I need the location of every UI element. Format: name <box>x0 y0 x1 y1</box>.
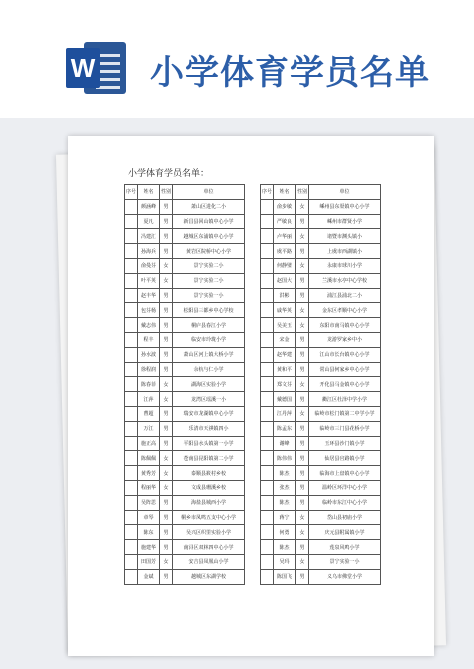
cell-gender: 女 <box>160 273 173 288</box>
cell-index <box>261 525 274 540</box>
table-row <box>125 421 245 436</box>
cell-gender: 男 <box>296 244 309 259</box>
cell-gender: 男 <box>296 347 309 362</box>
cell-name: 孙水波 <box>138 347 160 362</box>
table-row <box>261 525 381 540</box>
cell-name: 曹超 <box>138 406 160 421</box>
cell-gender: 女 <box>296 406 309 421</box>
cell-gender: 男 <box>160 362 173 377</box>
cell-gender: 男 <box>160 421 173 436</box>
cell-index <box>261 347 274 362</box>
cell-gender: 男 <box>160 510 173 525</box>
table-row <box>261 258 381 273</box>
cell-index <box>261 318 274 333</box>
cell-name: 吴玛 <box>274 554 296 569</box>
table-row <box>261 288 381 303</box>
cell-gender: 女 <box>296 199 309 214</box>
cell-index <box>125 554 138 569</box>
cell-index <box>125 229 138 244</box>
cell-name: 陈杰 <box>274 495 296 510</box>
cell-name: 戚华英 <box>274 303 296 318</box>
cell-gender: 男 <box>296 436 309 451</box>
table-row <box>261 436 381 451</box>
table-row <box>125 540 245 555</box>
cell-gender: 男 <box>160 332 173 347</box>
cell-gender: 男 <box>296 421 309 436</box>
cell-unit: 永康市球川小学 <box>309 258 381 273</box>
cell-name: 俞曼芬 <box>138 258 160 273</box>
cell-index <box>125 466 138 481</box>
table-row <box>125 288 245 303</box>
table-row <box>261 569 381 584</box>
cell-unit: 越城区东浦镇中心小学 <box>173 229 245 244</box>
cell-index <box>261 362 274 377</box>
cell-unit: 诸暨市渊头镇小 <box>309 229 381 244</box>
cell-index <box>261 288 274 303</box>
table-row <box>261 480 381 495</box>
cell-index <box>125 332 138 347</box>
cell-gender: 女 <box>296 229 309 244</box>
cell-name: 陈东 <box>138 525 160 540</box>
cell-name: 黄和平 <box>274 362 296 377</box>
cell-unit: 湖海区实验小学 <box>173 377 245 392</box>
cell-name: 蒋宁 <box>274 510 296 525</box>
cell-name: 俞步敏 <box>274 199 296 214</box>
cell-gender: 男 <box>296 451 309 466</box>
cell-unit: 桐庐县春江小学 <box>173 318 245 333</box>
cell-index <box>125 421 138 436</box>
cell-unit: 嵊州县东渠镇中心小学 <box>309 199 381 214</box>
cell-gender: 男 <box>296 540 309 555</box>
table-row <box>125 199 245 214</box>
table-row <box>261 554 381 569</box>
cell-gender: 男 <box>296 466 309 481</box>
cell-index <box>261 392 274 407</box>
cell-unit: 江山市长台镇中心小学 <box>309 347 381 362</box>
cell-unit: 开化县马金镇中心小学 <box>309 377 381 392</box>
cell-name: 章琴 <box>138 510 160 525</box>
cell-gender: 男 <box>160 214 173 229</box>
cell-unit: 莲泉风鸣小学 <box>309 540 381 555</box>
table-row <box>125 347 245 362</box>
cell-index <box>261 229 274 244</box>
cell-gender: 男 <box>296 288 309 303</box>
table-row <box>261 244 381 259</box>
cell-index <box>125 510 138 525</box>
cell-unit: 吴兴区织里实验小学 <box>173 525 245 540</box>
cell-name: 陈杰 <box>274 466 296 481</box>
cell-name: 夏凡 <box>138 214 160 229</box>
cell-name: 江丹萍 <box>274 406 296 421</box>
page-title: 小学体育学员名单 <box>150 53 430 93</box>
cell-index <box>125 347 138 362</box>
column-header-gender: 性别 <box>160 185 173 200</box>
cell-index <box>261 273 274 288</box>
cell-gender: 男 <box>296 214 309 229</box>
cell-unit: 景宁实验一小 <box>309 554 381 569</box>
cell-unit: 越城区东湖学校 <box>173 569 245 584</box>
table-header-row <box>261 185 381 200</box>
cell-name: 黄秀芳 <box>138 466 160 481</box>
cell-name: 徐程润 <box>138 362 160 377</box>
cell-name: 陈春菲 <box>138 377 160 392</box>
cell-index <box>125 569 138 584</box>
cell-gender: 男 <box>160 288 173 303</box>
cell-gender: 女 <box>296 303 309 318</box>
cell-gender: 男 <box>160 436 173 451</box>
cell-unit: 龙湾区瑶溪一小 <box>173 392 245 407</box>
cell-unit: 金东区孝顺中心小学 <box>309 303 381 318</box>
roster-table-left <box>124 184 245 585</box>
cell-unit: 平阳县水头镇第一小学 <box>173 436 245 451</box>
word-logo-letter: W <box>66 48 100 88</box>
cell-index <box>125 436 138 451</box>
table-row <box>261 377 381 392</box>
cell-name: 陈杰 <box>274 540 296 555</box>
table-row <box>261 229 381 244</box>
cell-name: 郑文芬 <box>274 377 296 392</box>
cell-gender: 女 <box>160 554 173 569</box>
table-row <box>125 406 245 421</box>
cell-unit: 苍南县昆阳镇第二小学 <box>173 451 245 466</box>
roster-table-right <box>260 184 381 585</box>
cell-gender: 女 <box>296 318 309 333</box>
cell-unit: 龙游罗家乡中小 <box>309 332 381 347</box>
cell-unit: 嵊州市群贤小学 <box>309 214 381 229</box>
cell-gender: 女 <box>160 466 173 481</box>
cell-name: 陈孟东 <box>274 421 296 436</box>
cell-name: 吴阵思 <box>138 495 160 510</box>
cell-gender: 男 <box>160 318 173 333</box>
cell-gender: 男 <box>160 347 173 362</box>
cell-index <box>125 303 138 318</box>
cell-name: 吴美玉 <box>274 318 296 333</box>
cell-gender: 女 <box>296 554 309 569</box>
table-row <box>125 554 245 569</box>
cell-index <box>125 480 138 495</box>
cell-name: 虞平路 <box>274 244 296 259</box>
cell-index <box>125 495 138 510</box>
table-row <box>125 362 245 377</box>
table-row <box>261 318 381 333</box>
cell-index <box>125 288 138 303</box>
table-row <box>125 244 245 259</box>
cell-unit: 安吉县凤凰山小学 <box>173 554 245 569</box>
cell-index <box>261 406 274 421</box>
cell-unit: 义乌市佛堂小学 <box>309 569 381 584</box>
table-row <box>261 510 381 525</box>
cell-index <box>125 525 138 540</box>
cell-unit: 仙居县官路镇小学 <box>309 451 381 466</box>
cell-unit: 泰顺县筱村乡校 <box>173 466 245 481</box>
cell-gender: 女 <box>160 392 173 407</box>
cell-gender: 男 <box>160 495 173 510</box>
cell-gender: 男 <box>296 273 309 288</box>
cell-unit: 临岭市三门县花桥小学 <box>309 421 381 436</box>
cell-index <box>125 199 138 214</box>
cell-gender: 男 <box>296 495 309 510</box>
table-row <box>261 466 381 481</box>
cell-unit: 常山县何家乡中心小学 <box>309 362 381 377</box>
word-logo-icon <box>66 40 128 96</box>
cell-index <box>261 377 274 392</box>
cell-index <box>125 318 138 333</box>
cell-gender: 女 <box>296 377 309 392</box>
cell-index <box>261 554 274 569</box>
cell-gender: 男 <box>296 392 309 407</box>
banner-header <box>0 0 474 118</box>
cell-unit: 浦江县浦北二小 <box>309 288 381 303</box>
column-header-unit: 单位 <box>309 185 381 200</box>
column-header-name: 姓名 <box>274 185 296 200</box>
cell-unit: 文成县珊溪乡校 <box>173 480 245 495</box>
cell-index <box>125 244 138 259</box>
cell-index <box>261 258 274 273</box>
cell-name: 程丽华 <box>138 480 160 495</box>
cell-index <box>261 421 274 436</box>
cell-name: 张杰 <box>274 480 296 495</box>
cell-name: 施正高 <box>138 436 160 451</box>
cell-name: 万江 <box>138 421 160 436</box>
cell-gender: 男 <box>296 480 309 495</box>
table-row <box>125 569 245 584</box>
table-header-row <box>125 185 245 200</box>
cell-unit: 桐乡市凤鸣五支中心小学 <box>173 510 245 525</box>
cell-gender: 男 <box>160 199 173 214</box>
table-row <box>261 451 381 466</box>
cell-unit: 临安市玲珑小学 <box>173 332 245 347</box>
cell-index <box>125 451 138 466</box>
cell-unit: 南浔区双林四中心小学 <box>173 540 245 555</box>
cell-index <box>125 258 138 273</box>
cell-name: 赵国大 <box>274 273 296 288</box>
table-row <box>125 214 245 229</box>
cell-name: 颜涵峰 <box>138 199 160 214</box>
cell-unit: 临岭市东江中心小学 <box>309 495 381 510</box>
cell-name: 陈伟伟 <box>274 451 296 466</box>
cell-name: 叶平英 <box>138 273 160 288</box>
cell-name: 何静璧 <box>274 258 296 273</box>
cell-name: 洪彬 <box>274 288 296 303</box>
cell-name: 谢峰 <box>274 436 296 451</box>
cell-index <box>261 199 274 214</box>
table-row <box>125 318 245 333</box>
cell-unit: 松阳县三都乡中心学校 <box>173 303 245 318</box>
table-row <box>261 406 381 421</box>
cell-gender: 女 <box>160 451 173 466</box>
cell-name: 严敏良 <box>274 214 296 229</box>
cell-unit: 景宁实验二小 <box>173 273 245 288</box>
cell-name: 戴德国 <box>274 392 296 407</box>
cell-gender: 男 <box>160 244 173 259</box>
column-header-unit: 单位 <box>173 185 245 200</box>
cell-name: 孙海兵 <box>138 244 160 259</box>
cell-name: 赵丰华 <box>138 288 160 303</box>
column-header-index: 序号 <box>261 185 274 200</box>
cell-index <box>261 510 274 525</box>
cell-unit: 温岭区环洋中心小学 <box>309 480 381 495</box>
cell-gender: 男 <box>296 332 309 347</box>
cell-gender: 男 <box>160 303 173 318</box>
cell-unit: 景宁实验二小 <box>173 258 245 273</box>
cell-index <box>261 451 274 466</box>
cell-gender: 女 <box>296 510 309 525</box>
table-row <box>125 451 245 466</box>
cell-gender: 女 <box>160 480 173 495</box>
cell-unit: 兰溪市水亭中心学校 <box>309 273 381 288</box>
cell-name: 田国芳 <box>138 554 160 569</box>
cell-index <box>261 332 274 347</box>
table-row <box>125 303 245 318</box>
cell-unit: 玉环县沙门镇小学 <box>309 436 381 451</box>
cell-index <box>261 466 274 481</box>
document-heading: 小学体育学员名单： <box>128 169 210 179</box>
table-row <box>125 332 245 347</box>
cell-name: 冯建汇 <box>138 229 160 244</box>
column-header-name: 姓名 <box>138 185 160 200</box>
table-row <box>125 377 245 392</box>
cell-name: 程丰 <box>138 332 160 347</box>
cell-unit: 瑞安市龙湖镇中心小学 <box>173 406 245 421</box>
table-row <box>125 229 245 244</box>
cell-index <box>125 214 138 229</box>
table-row <box>261 362 381 377</box>
table-row <box>261 392 381 407</box>
cell-name: 宋金 <box>274 332 296 347</box>
cell-gender: 男 <box>160 406 173 421</box>
table-row <box>261 421 381 436</box>
cell-gender: 女 <box>160 377 173 392</box>
table-row <box>261 540 381 555</box>
table-row <box>125 510 245 525</box>
column-header-index: 序号 <box>125 185 138 200</box>
table-row <box>125 392 245 407</box>
cell-unit: 余杭与仁小学 <box>173 362 245 377</box>
cell-index <box>261 303 274 318</box>
cell-name: 施建华 <box>138 540 160 555</box>
document-page <box>68 136 434 656</box>
cell-index <box>125 540 138 555</box>
cell-name: 江萍 <box>138 392 160 407</box>
cell-gender: 男 <box>296 569 309 584</box>
table-row <box>261 273 381 288</box>
cell-index <box>261 540 274 555</box>
cell-unit: 衢江区杜泽中学小学 <box>309 392 381 407</box>
cell-name: 陈国飞 <box>274 569 296 584</box>
cell-unit: 东阳市南马镇中心小学 <box>309 318 381 333</box>
cell-index <box>125 392 138 407</box>
cell-unit: 黄岩区院桥中心小学 <box>173 244 245 259</box>
cell-name: 包芬杨 <box>138 303 160 318</box>
cell-index <box>261 244 274 259</box>
cell-name: 赵华建 <box>274 347 296 362</box>
cell-gender: 男 <box>296 362 309 377</box>
cell-gender: 男 <box>160 569 173 584</box>
cell-name: 卢华丽 <box>274 229 296 244</box>
cell-name: 何勇 <box>274 525 296 540</box>
cell-unit: 乐清市天祺镇四小 <box>173 421 245 436</box>
cell-unit: 临海市上盘镇中心小学 <box>309 466 381 481</box>
cell-index <box>261 569 274 584</box>
cell-unit: 景宁实验一小 <box>173 288 245 303</box>
cell-index <box>125 273 138 288</box>
cell-index <box>261 480 274 495</box>
cell-unit: 新昌县回山镇中心小学 <box>173 214 245 229</box>
cell-name: 陈佩佩 <box>138 451 160 466</box>
cell-unit: 庆元县附属镇小学 <box>309 525 381 540</box>
cell-unit: 萧山区进化二小 <box>173 199 245 214</box>
table-row <box>261 332 381 347</box>
cell-gender: 女 <box>296 258 309 273</box>
cell-unit: 萧山区河上镇大桥小学 <box>173 347 245 362</box>
cell-gender: 男 <box>160 229 173 244</box>
table-row <box>125 480 245 495</box>
table-row <box>125 525 245 540</box>
cell-index <box>125 377 138 392</box>
cell-name: 金斌 <box>138 569 160 584</box>
table-row <box>125 495 245 510</box>
cell-unit: 上虞市西湖镇小 <box>309 244 381 259</box>
table-row <box>125 273 245 288</box>
table-row <box>125 436 245 451</box>
table-row <box>261 495 381 510</box>
cell-name: 戴志伟 <box>138 318 160 333</box>
cell-gender: 男 <box>160 525 173 540</box>
column-header-gender: 性别 <box>296 185 309 200</box>
cell-index <box>125 406 138 421</box>
cell-unit: 临岭市松门镇第二中学小学 <box>309 406 381 421</box>
cell-unit: 海盐县城西小学 <box>173 495 245 510</box>
table-row <box>261 303 381 318</box>
table-row <box>261 347 381 362</box>
cell-gender: 女 <box>296 525 309 540</box>
table-row <box>125 258 245 273</box>
cell-gender: 男 <box>160 540 173 555</box>
table-row <box>125 466 245 481</box>
cell-index <box>261 214 274 229</box>
cell-unit: 岱山县初庙小学 <box>309 510 381 525</box>
table-row <box>261 214 381 229</box>
table-row <box>261 199 381 214</box>
cell-index <box>261 436 274 451</box>
cell-index <box>261 495 274 510</box>
cell-index <box>125 362 138 377</box>
cell-gender: 女 <box>160 258 173 273</box>
